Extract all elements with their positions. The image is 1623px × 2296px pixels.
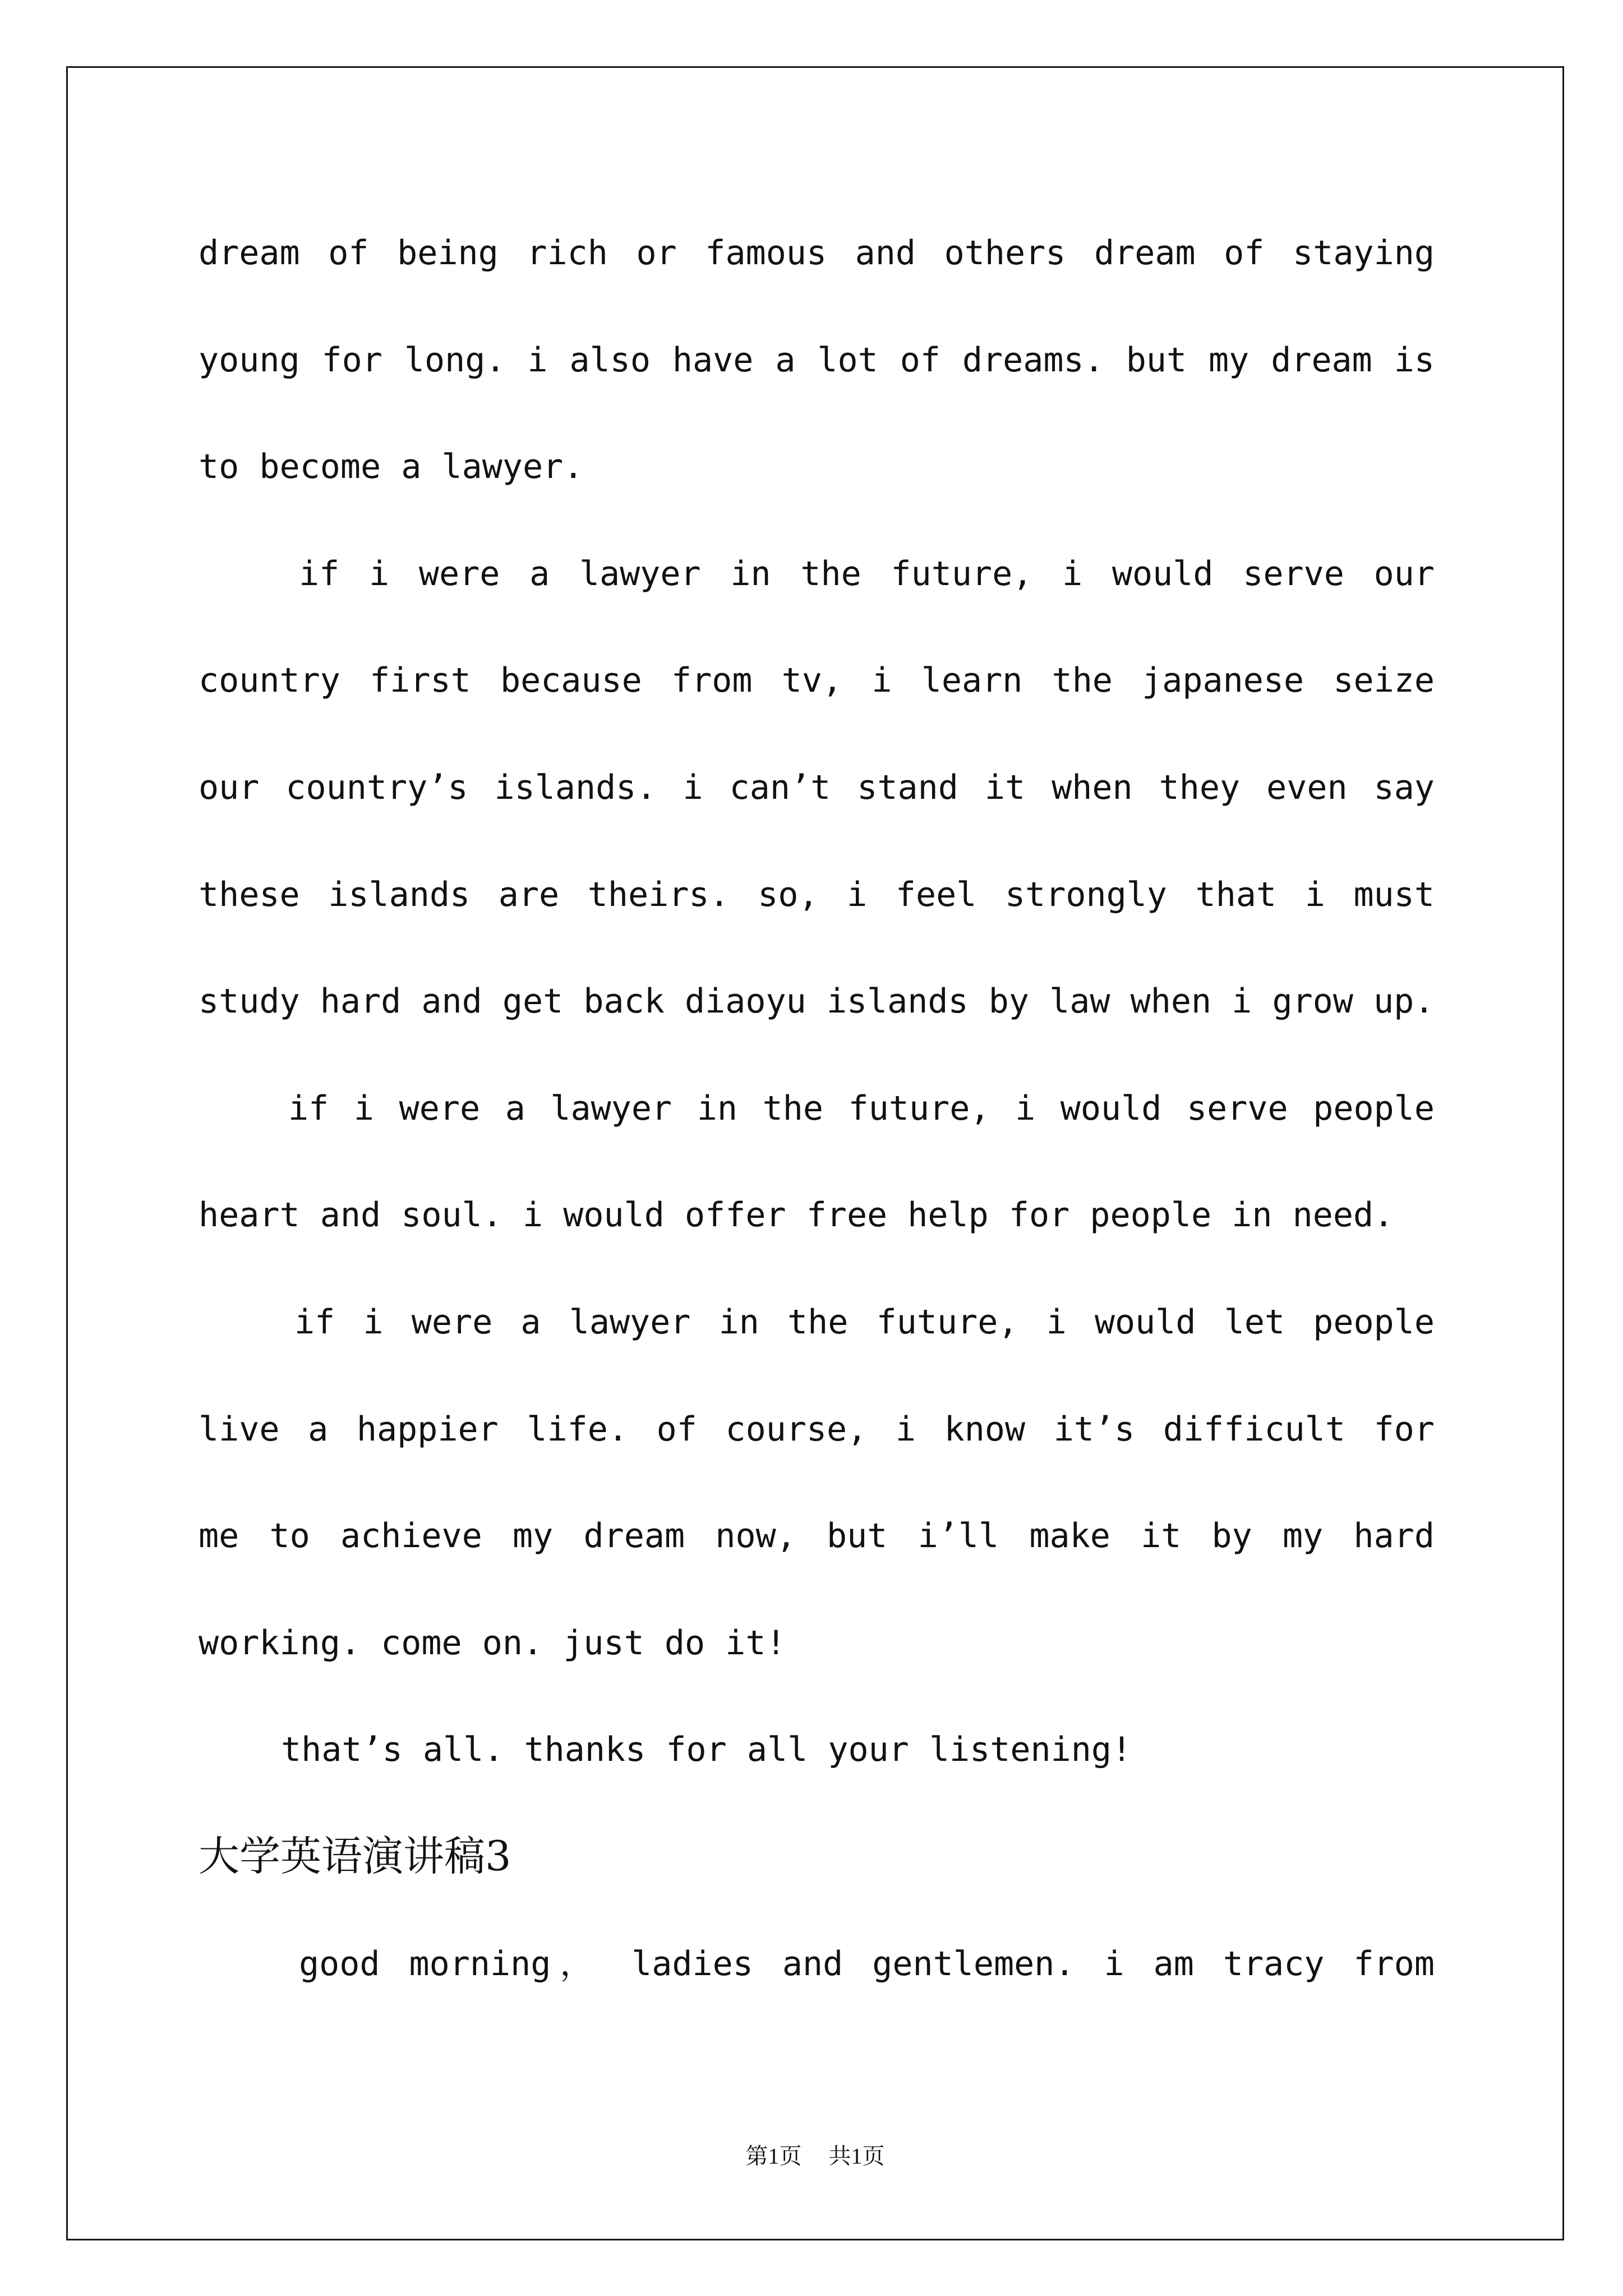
text-line: that’s all. thanks for all your listening! — [281, 1730, 1132, 1770]
document-body — [199, 200, 1435, 2017]
text-line: to become a lawyer. — [199, 447, 584, 487]
text-line: our country’s islands. i can’t stand it when they even say — [199, 767, 1435, 807]
text-line: if i were a lawyer in the future, i would serve people — [288, 1088, 1435, 1128]
paragraph — [199, 1911, 1435, 2018]
text-line: working. come on. just do it! — [199, 1623, 786, 1663]
text-line: heart and soul. i would offer free help for people in need. — [199, 1195, 1394, 1235]
section-heading: 大学英语演讲稿3 — [199, 1832, 511, 1880]
paragraph — [199, 1696, 1435, 1803]
page-total-label: 共1页 — [828, 2143, 885, 2169]
text-line: dream of being rich or famous and others dream of staying — [199, 233, 1435, 273]
text-line: live a happier life. of course, i know it’s difficult for — [199, 1409, 1435, 1449]
paragraph — [199, 1055, 1435, 1269]
text-line: if i were a lawyer in the future, i would serve our — [299, 554, 1435, 593]
text-line: good morning， ladies and gentlemen. i am tracy from — [299, 1944, 1435, 1984]
text-line: country first because from tv, i learn the japanese seize — [199, 661, 1435, 701]
paragraph — [199, 521, 1435, 1055]
text-line: young for long. i also have a lot of dreams. but my dream is — [199, 340, 1435, 380]
text-line: me to achieve my dream now, but i’ll make it by my hard — [199, 1516, 1435, 1556]
text-line: these islands are theirs. so, i feel strongly that i must — [199, 875, 1435, 914]
paragraph — [199, 1269, 1435, 1696]
page-number-label: 第1页 — [745, 2143, 802, 2169]
paragraph — [199, 200, 1435, 521]
text-line: if i were a lawyer in the future, i would let people — [294, 1302, 1435, 1342]
page-footer — [66, 2139, 1564, 2173]
text-line: study hard and get back diaoyu islands by law when i grow up. — [199, 982, 1435, 1022]
